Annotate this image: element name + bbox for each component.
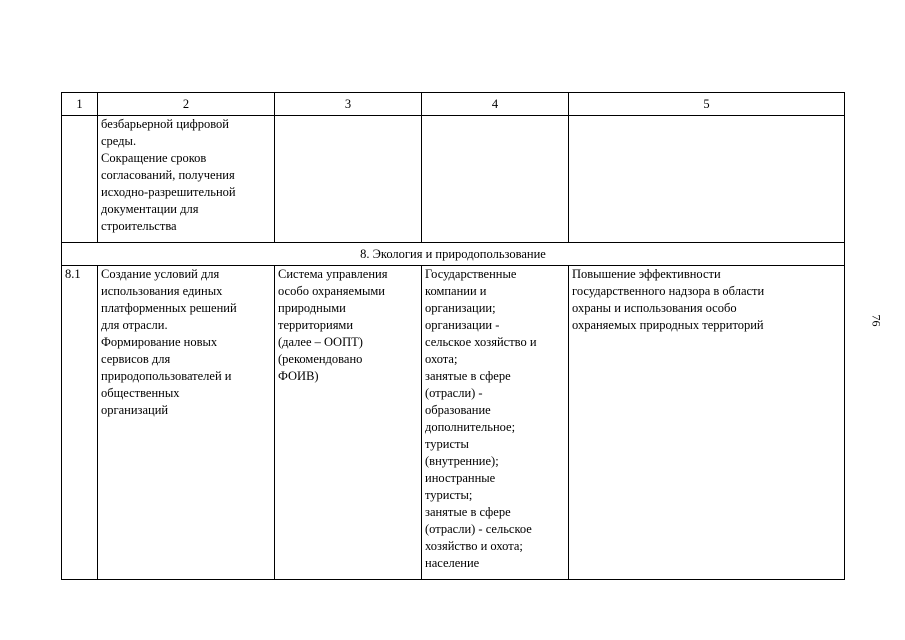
text-line: общественных <box>101 386 180 400</box>
text-line: государственного надзора в области <box>572 284 765 298</box>
text-line: Сокращение сроков <box>101 151 207 165</box>
text-line: природными <box>278 301 346 315</box>
text-line: Система управления <box>278 267 388 281</box>
text-line: занятые в сфере <box>425 369 511 383</box>
text-line: (отрасли) - сельское <box>425 522 532 536</box>
row-col-2 <box>98 266 275 580</box>
text-line: организаций <box>101 403 169 417</box>
row-col-4 <box>422 266 569 580</box>
text-line: организации - <box>425 318 500 332</box>
text-line: сервисов для <box>101 352 171 366</box>
text-line: охраны и использования особо <box>572 301 737 315</box>
text-line: образование <box>425 403 491 417</box>
header-cell-5: 5 <box>569 93 845 116</box>
continuation-row <box>62 116 845 243</box>
text-line: иностранные <box>425 471 496 485</box>
text-line: занятые в сфере <box>425 505 511 519</box>
text-line: Создание условий для <box>101 267 220 281</box>
text-line: использования единых <box>101 284 223 298</box>
page-number: 76 <box>869 314 884 327</box>
text-line: платформенных решений <box>101 301 237 315</box>
continuation-cell-4 <box>422 116 569 243</box>
text-line: строительства <box>101 219 177 233</box>
text-line: ФОИВ) <box>278 369 319 383</box>
header-cell-2: 2 <box>98 93 275 116</box>
text-line: компании и <box>425 284 487 298</box>
text-line: особо охраняемыми <box>278 284 385 298</box>
header-row <box>62 93 845 116</box>
table-row-8-1 <box>62 266 845 580</box>
text-line: население <box>425 556 480 570</box>
document-table <box>61 92 845 580</box>
text-line: (отрасли) - <box>425 386 483 400</box>
continuation-cell-2 <box>98 116 275 243</box>
continuation-cell-3 <box>275 116 422 243</box>
text-line: среды. <box>101 134 137 148</box>
text-line: для отрасли. <box>101 318 168 332</box>
text-line: охраняемых природных территорий <box>572 318 764 332</box>
text-line: охота; <box>425 352 458 366</box>
text-line: Повышение эффективности <box>572 267 721 281</box>
text-line: документации для <box>101 202 199 216</box>
row-number: 8.1 <box>62 266 98 580</box>
text-line: туристы; <box>425 488 473 502</box>
text-line: (рекомендовано <box>278 352 363 366</box>
text-line: туристы <box>425 437 469 451</box>
row-col-3 <box>275 266 422 580</box>
section-title: 8. Экология и природопользование <box>62 243 845 266</box>
text-line: (далее – ООПТ) <box>278 335 363 349</box>
header-cell-1: 1 <box>62 93 98 116</box>
text-line: Формирование новых <box>101 335 218 349</box>
text-line: Государственные <box>425 267 517 281</box>
continuation-cell-1 <box>62 116 98 243</box>
text-line: согласований, получения <box>101 168 235 182</box>
row-col-5 <box>569 266 845 580</box>
text-line: сельское хозяйство и <box>425 335 537 349</box>
text-line: исходно-разрешительной <box>101 185 236 199</box>
header-cell-4: 4 <box>422 93 569 116</box>
header-cell-3: 3 <box>275 93 422 116</box>
text-line: (внутренние); <box>425 454 499 468</box>
text-line: дополнительное; <box>425 420 516 434</box>
continuation-cell-5 <box>569 116 845 243</box>
section-row <box>62 243 845 266</box>
text-line: организации; <box>425 301 496 315</box>
text-line: безбарьерной цифровой <box>101 117 229 131</box>
text-line: хозяйство и охота; <box>425 539 523 553</box>
text-line: природопользователей и <box>101 369 232 383</box>
text-line: территориями <box>278 318 354 332</box>
